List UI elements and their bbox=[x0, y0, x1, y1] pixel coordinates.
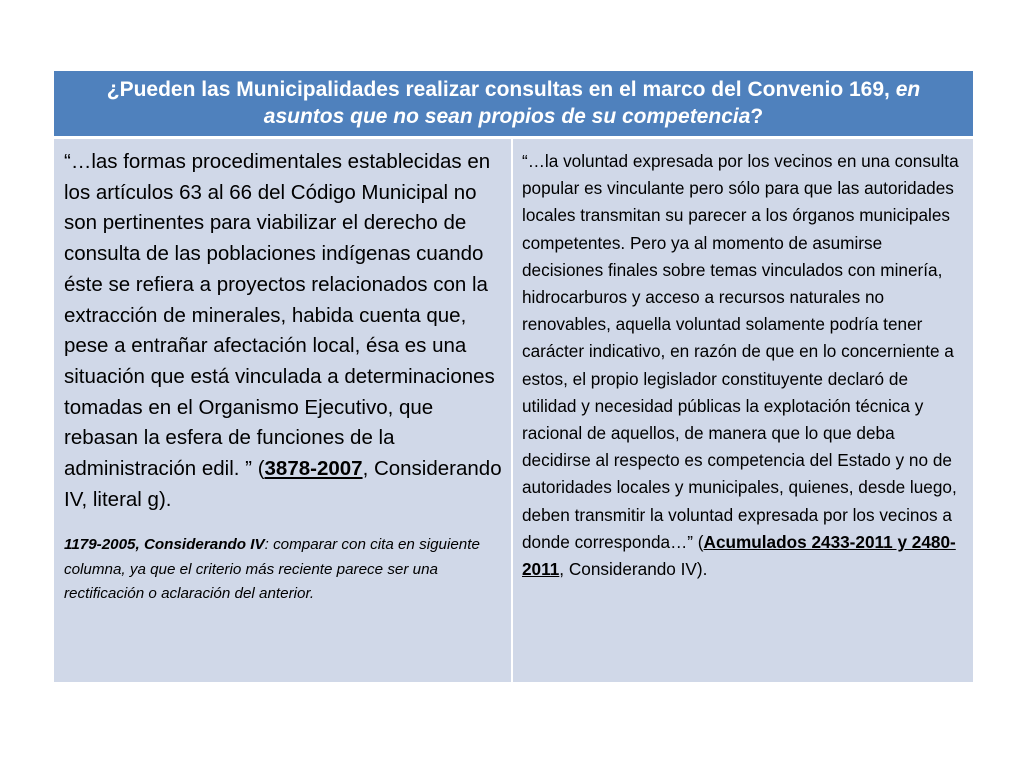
footnote-text: : comparar con cita en siguiente columna, ya que el criterio más reciente parece ser una rectificación o aclaración del anterior. bbox=[64, 536, 480, 603]
comparison-table bbox=[53, 70, 974, 683]
table-body-row bbox=[54, 139, 973, 682]
right-quote-text: “…la voluntad expresada por los vecinos en una consulta popular es vinculante pero sólo para que las autoridades locales transmitan su parecer a los órganos municipales competentes. Pero ya al momento de asumirse decisiones finales sobre temas vinculados con minería, hidrocarburos y acceso a recursos naturales no renovables, aquella voluntad solamente podría tener carácter indicativo, en razón de que en lo concerniente a estos, el propio legislador constituyente declaró de utilidad y necesidad públicas la explotación técnica y racional de aquellos, de manera que lo que deba decidirse al respecto es competencia del Estado y no de autoridades locales y municipales, quienes, desde luego, deben transmitir la voluntad expresada por los vecinos a donde corresponda…” ( bbox=[522, 151, 959, 552]
table-header-question bbox=[54, 71, 973, 139]
left-footnote bbox=[64, 533, 503, 607]
left-quote bbox=[64, 147, 503, 515]
left-citation-tail: , Considerando IV, literal g). bbox=[64, 457, 502, 511]
right-citation-tail: , Considerando IV). bbox=[559, 559, 708, 580]
case-link-acumulados[interactable]: Acumulados 2433-2011 y 2480-2011 bbox=[522, 531, 956, 580]
footnote-reference: 1179-2005, Considerando IV bbox=[64, 536, 265, 554]
header-question-plain: ¿Pueden las Municipalidades realizar consultas en el marco del Convenio 169, bbox=[106, 78, 896, 101]
header-question-end: ? bbox=[750, 105, 764, 128]
left-quote-text: “…las formas procedimentales establecidas en los artículos 63 al 66 del Código Municipal no son pertinentes para viabilizar el derecho de consulta de las poblaciones indígenas cuando éste se refiera a proyectos relacionados con la extracción de minerales, habida cuenta que, pese a entrañar afectación local, ésa es una situación que está vinculada a determinaciones tomadas en el Organismo Ejecutivo, que rebasan la esfera de funciones de la administración edil. ” ( bbox=[64, 150, 495, 481]
left-column-cell bbox=[54, 139, 513, 682]
right-column-cell bbox=[513, 139, 973, 682]
right-quote bbox=[522, 148, 965, 583]
header-question-italic: en asuntos que no sean propios de su competencia bbox=[263, 78, 921, 128]
case-link-3878-2007[interactable]: 3878-2007 bbox=[264, 457, 363, 481]
